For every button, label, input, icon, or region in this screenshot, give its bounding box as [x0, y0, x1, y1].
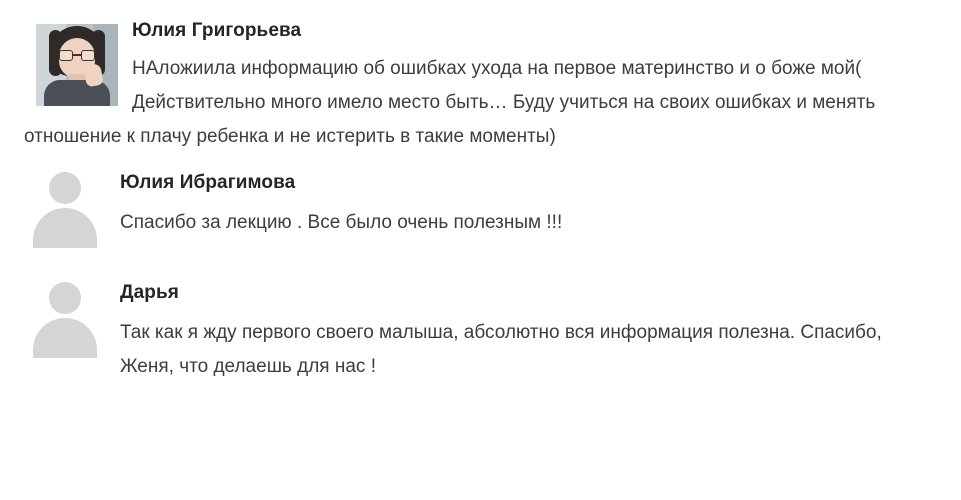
placeholder-avatar-icon	[24, 168, 106, 248]
avatar	[36, 24, 118, 106]
avatar	[24, 168, 106, 248]
comment-body	[120, 278, 937, 384]
comment-text: Так как я жду первого своего малыша, абсолютно вся информация полезна. Спасибо, Женя, что делаешь для нас !	[120, 322, 882, 377]
comment-item	[24, 278, 937, 384]
avatar	[24, 278, 106, 358]
comment-body	[120, 168, 937, 240]
comment-text: Спасибо за лекцию . Все было очень полезным !!!	[120, 212, 563, 233]
comment-author: Юлия Григорьева	[132, 20, 302, 41]
comment-author: Дарья	[120, 282, 179, 303]
photo-avatar-image	[36, 24, 118, 106]
comment-item	[24, 168, 937, 248]
comment-author: Юлия Ибрагимова	[120, 172, 296, 193]
comment-text: НАложиила информацию об ошибках ухода на первое материнство и о боже мой( Действительно много имело место быть… Буду учиться на своих ошибках и менять отношение к плачу ребенка и не истерить в такие моменты)	[24, 58, 876, 147]
placeholder-avatar-icon	[24, 278, 106, 358]
comment-item	[24, 18, 937, 154]
